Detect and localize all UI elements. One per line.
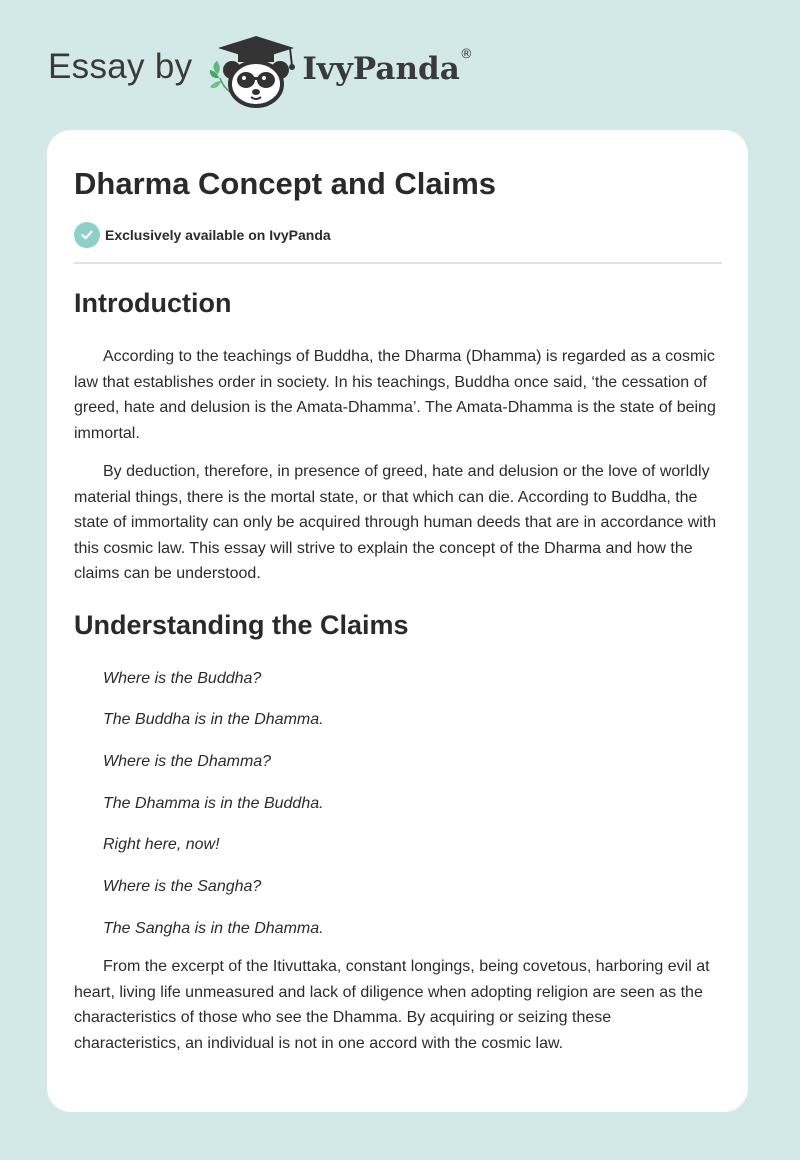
registered-mark: ® bbox=[459, 47, 473, 62]
brand-name bbox=[302, 47, 473, 87]
verse-line: Where is the Sangha? bbox=[103, 878, 262, 896]
paragraph: By deduction, therefore, in presence of greed, hate and delusion or the love of worldly material things, there is the mortal state, or that which can die. According to Buddha, the state of immortality can only be acquired through human deeds that are in accordance with this cosmic law. This essay will strive to explain the concept of the Dharma and how the claims can be understood. bbox=[74, 463, 717, 582]
verse-line: The Sangha is in the Dhamma. bbox=[103, 919, 324, 937]
paragraph: From the excerpt of the Itivuttaka, constant longings, being covetous, harboring evil at heart, living life unmeasured and lack of diligence when adopting religion are seen as the characteristics of those who see the Dhamma. By acquiring or seizing these characteristics, an individual is not in one accord with the cosmic law. bbox=[74, 958, 710, 1052]
brand-header bbox=[48, 34, 473, 108]
brand-prefix: Essay by bbox=[48, 47, 193, 86]
section-heading-introduction: Introduction bbox=[74, 288, 232, 318]
ivypanda-logo-icon bbox=[208, 34, 300, 108]
verse-line: The Buddha is in the Dhamma. bbox=[103, 711, 324, 729]
article-title: Dharma Concept and Claims bbox=[74, 166, 497, 201]
brand-name-text: IvyPanda bbox=[302, 51, 460, 87]
section-heading-understanding-claims: Understanding the Claims bbox=[74, 609, 409, 640]
article-card bbox=[47, 130, 748, 1112]
verse-line: The Dhamma is in the Buddha. bbox=[103, 794, 324, 812]
verse-line: Right here, now! bbox=[103, 836, 220, 854]
paragraph: According to the teachings of Buddha, the Dharma (Dhamma) is regarded as a cosmic law that establishes order in society. In his teachings, Buddha once said, ‘the cessation of greed, hate and delusion is the Amata-Dhamma’. The Amata-Dhamma is the state of being immortal. bbox=[74, 348, 716, 442]
verse-block bbox=[74, 666, 722, 942]
verse-line: Where is the Dhamma? bbox=[103, 752, 272, 770]
check-icon bbox=[74, 222, 100, 248]
verse-line: Where is the Buddha? bbox=[103, 669, 262, 687]
exclusive-badge-label: Exclusively available on IvyPanda bbox=[105, 227, 331, 243]
exclusive-badge bbox=[74, 222, 722, 264]
